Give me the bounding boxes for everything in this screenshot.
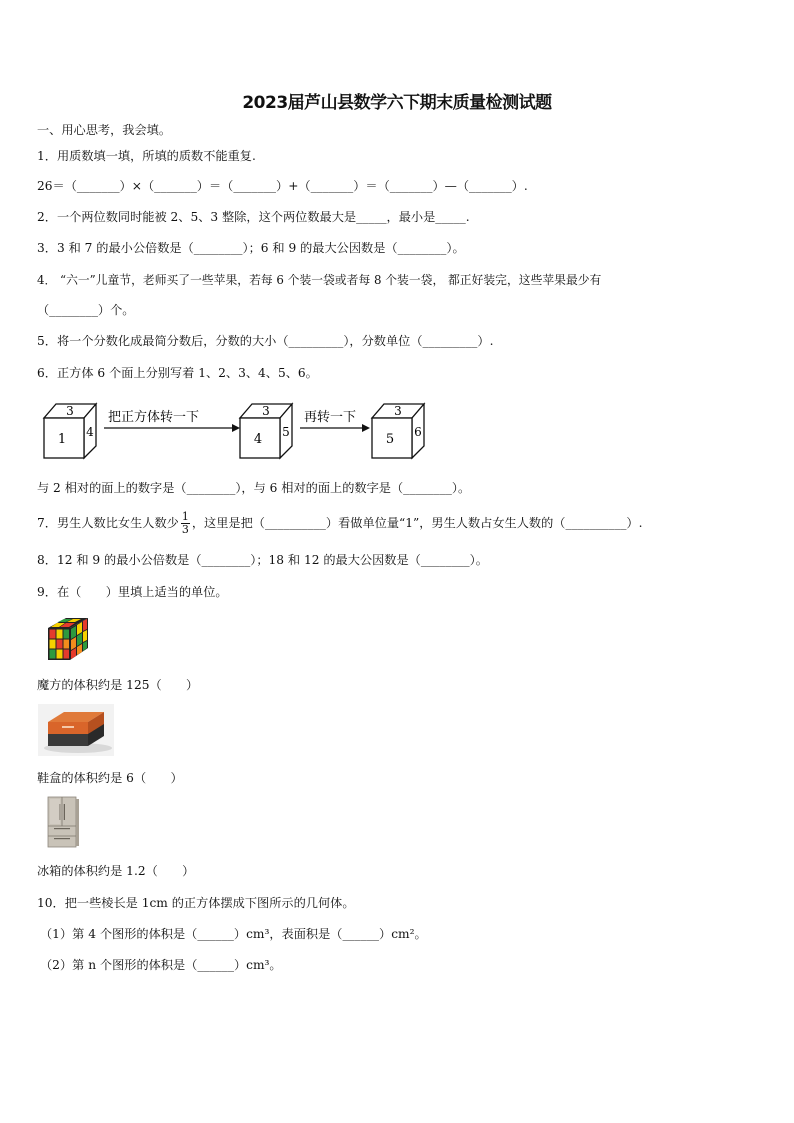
cube-1-top: 3 bbox=[66, 404, 74, 418]
question-2: 2．一个两位数同时能被 2、5、3 整除，这个两位数最大是_____，最小是_____. bbox=[37, 210, 470, 224]
cube-3-top: 3 bbox=[394, 404, 402, 418]
question-5: 5．将一个分数化成最简分数后，分数的大小（_________），分数单位（_________）. bbox=[37, 334, 494, 348]
cube-2-side: 5 bbox=[282, 425, 290, 439]
cube-2-top: 3 bbox=[262, 404, 270, 418]
page-title: 2023届芦山县数学六下期末质量检测试题 bbox=[242, 93, 552, 113]
question-3: 3．3 和 7 的最小公倍数是（________）；6 和 9 的最大公因数是（________）。 bbox=[37, 241, 465, 255]
question-10-part-1: （1）第 4 个图形的体积是（______）cm³，表面积是（______）cm²。 bbox=[40, 927, 427, 941]
cube-1-front: 1 bbox=[57, 432, 67, 447]
refrigerator-caption: 冰箱的体积约是 1.2（ ） bbox=[37, 864, 195, 878]
question-7 bbox=[37, 508, 642, 538]
cube-2-front: 4 bbox=[253, 432, 263, 447]
shoebox-caption: 鞋盒的体积约是 6（ ） bbox=[37, 771, 183, 785]
fraction-denominator: 3 bbox=[181, 523, 189, 536]
arrow-2-label: 再转一下 bbox=[304, 410, 357, 425]
arrow-1-label: 把正方体转一下 bbox=[108, 410, 200, 425]
cube-rotation-figure bbox=[40, 398, 440, 464]
question-9: 9．在（ ）里填上适当的单位。 bbox=[37, 585, 228, 599]
fraction-numerator: 1 bbox=[181, 510, 189, 523]
cube-3-front: 5 bbox=[385, 432, 395, 447]
cube-1-side: 4 bbox=[86, 425, 94, 439]
rubiks-cube-caption: 魔方的体积约是 125（ ） bbox=[37, 678, 199, 692]
cube-3-side: 6 bbox=[414, 425, 422, 439]
rubiks-cube-image bbox=[44, 614, 92, 662]
question-1-expression: 26＝（_______）×（_______）＝（_______）+（_______）＝（_______）—（_______）. bbox=[37, 179, 528, 193]
question-4: 4． “六一”儿童节，老师买了一些苹果，若每 6 个装一袋或者每 8 个装一袋， 都正好装完，这些苹果最少有 bbox=[37, 273, 602, 287]
question-6-answer: 与 2 相对的面上的数字是（________），与 6 相对的面上的数字是（________）。 bbox=[37, 481, 471, 495]
question-4-answer: （________）个。 bbox=[37, 303, 135, 317]
question-1: 1．用质数填一填，所填的质数不能重复. bbox=[37, 149, 256, 163]
question-10-part-2: （2）第 n 个图形的体积是（______）cm³。 bbox=[40, 958, 282, 972]
question-6: 6．正方体 6 个面上分别写着 1、2、3、4、5、6。 bbox=[37, 366, 318, 380]
section-heading: 一、用心思考，我会填。 bbox=[37, 123, 172, 137]
question-7-text-a: 7．男生人数比女生人数少 bbox=[37, 516, 179, 530]
fraction-one-third bbox=[181, 511, 190, 536]
refrigerator-image bbox=[46, 796, 80, 850]
shoebox-image bbox=[38, 704, 114, 756]
question-7-text-b: ，这里是把（__________）看做单位量“1”，男生人数占女生人数的（__________）. bbox=[191, 516, 643, 530]
question-10: 10．把一些棱长是 1cm 的正方体摆成下图所示的几何体。 bbox=[37, 896, 355, 910]
question-8: 8．12 和 9 的最小公倍数是（________）；18 和 12 的最大公因数是（________）。 bbox=[37, 553, 488, 567]
